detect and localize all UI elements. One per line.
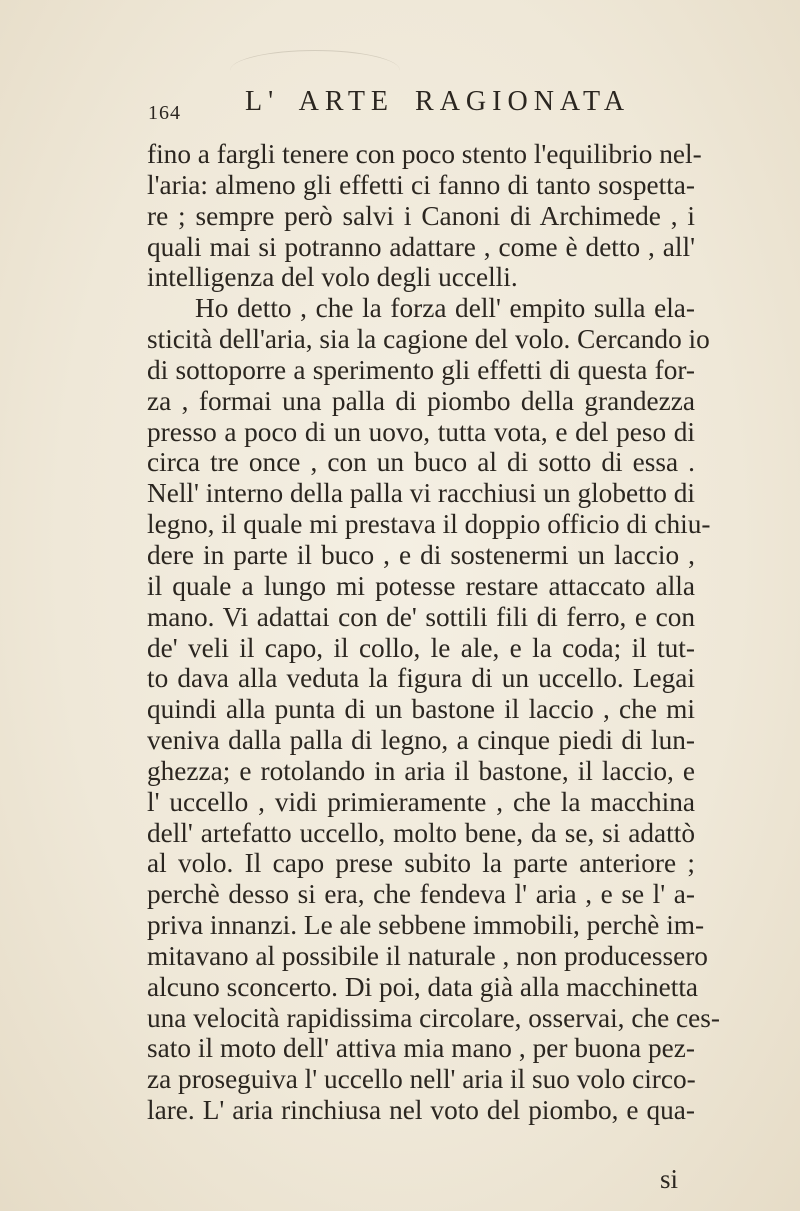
text-line: dere in parte il buco , e di sostenermi un laccio ,	[147, 539, 695, 570]
text-line: priva innanzi. Le ale sebbene immobili, perchè im-	[147, 910, 705, 941]
text-line: lare. L' aria rinchiusa nel voto del piombo, e qua-	[147, 1095, 695, 1126]
text-line: l' uccello , vidi primieramente , che la macchina	[147, 786, 695, 817]
text-line: to dava alla veduta la figura di un uccello. Legai	[147, 663, 695, 694]
text-line: za , formai una palla di piombo della grandezza	[147, 385, 695, 416]
running-title: L' ARTE RAGIONATA	[245, 86, 631, 117]
text-line: za proseguiva l' uccello nell' aria il suo volo circo-	[147, 1064, 696, 1095]
text-line: dell' artefatto uccello, molto bene, da se, si adattò	[147, 817, 695, 848]
text-line: de' veli il capo, il collo, le ale, e la coda; il tut-	[147, 632, 695, 663]
text-line: veniva dalla palla di legno, a cinque piedi di lun-	[147, 725, 695, 756]
page-header	[140, 86, 700, 126]
text-line: al volo. Il capo prese subito la parte anteriore ;	[147, 848, 695, 879]
body-text	[147, 139, 720, 1126]
text-line: perchè desso si era, che fendeva l' aria , e se l' a-	[147, 879, 695, 910]
text-line: mano. Vi adattai con de' sottili fili di ferro, e con	[147, 601, 695, 632]
text-line: re ; sempre però salvi i Canoni di Archimede , i	[147, 200, 695, 231]
text-line: fino a fargli tenere con poco stento l'equilibrio nel-	[147, 139, 702, 169]
text-line: circa tre once , con un buco al di sotto di essa .	[147, 447, 695, 478]
text-line: sato il moto dell' attiva mia mano , per buona pez-	[147, 1033, 695, 1064]
text-line: Nell' interno della palla vi racchiusi un globetto di	[147, 478, 695, 509]
text-line: l'aria: almeno gli effetti ci fanno di tanto sospetta-	[147, 169, 695, 200]
text-line: sticità dell'aria, sia la cagione del volo. Cercando io	[147, 324, 710, 355]
text-line: quali mai si potranno adattare , come è detto , all'	[147, 231, 695, 262]
paper-crease	[230, 50, 400, 91]
text-line: legno, il quale mi prestava il doppio officio di chiu-	[147, 509, 711, 540]
text-line: di sottoporre a sperimento gli effetti di questa for-	[147, 354, 695, 385]
catchword: si	[660, 1164, 679, 1194]
text-line: mitavano al possibile il naturale , non producessero	[147, 940, 708, 971]
text-line: quindi alla punta di un bastone il laccio , che mi	[147, 694, 695, 725]
text-line: Ho detto , che la forza dell' empito sulla ela-	[195, 293, 695, 324]
page-number: 164	[148, 102, 181, 124]
text-line: il quale a lungo mi potesse restare attaccato alla	[147, 570, 695, 601]
text-line: presso a poco di un uovo, tutta vota, e del peso di	[147, 416, 695, 447]
text-line: intelligenza del volo degli uccelli.	[147, 262, 518, 293]
text-line: ghezza; e rotolando in aria il bastone, il laccio, e	[147, 755, 695, 786]
text-line: alcuno sconcerto. Di poi, data già alla macchinetta	[147, 971, 699, 1002]
text-line: una velocità rapidissima circolare, osservai, che ces-	[147, 1002, 720, 1033]
